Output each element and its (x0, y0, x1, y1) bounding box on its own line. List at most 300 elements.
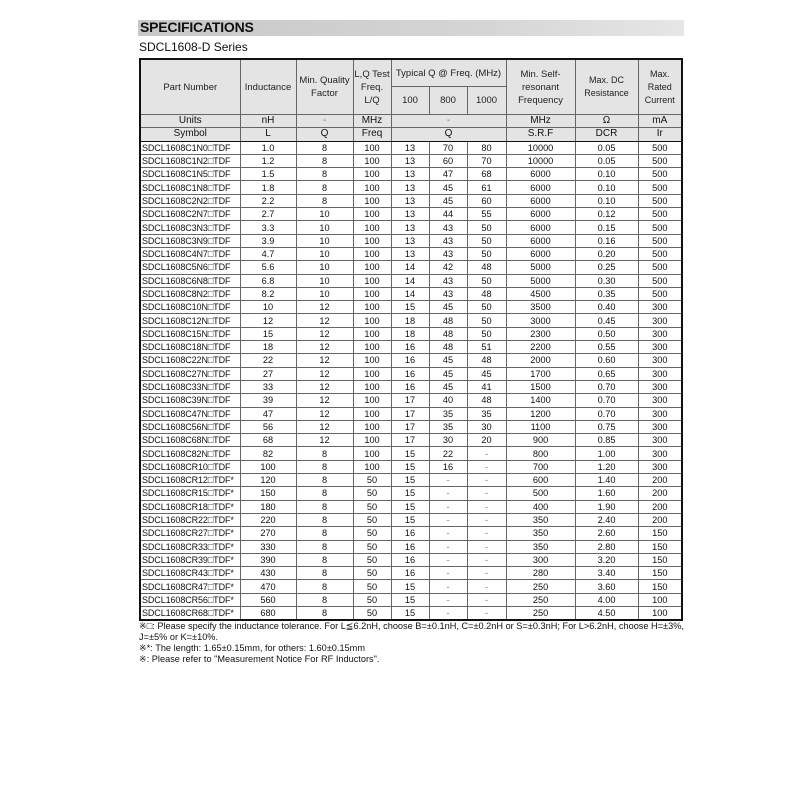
table-row (140, 301, 682, 314)
cell-part-number: SDCL1608C12N□TDF (140, 314, 240, 327)
cell-q-1000: - (467, 527, 506, 540)
cell-dcr: 0.55 (575, 341, 638, 354)
symbol-ir: Ir (638, 128, 682, 141)
cell-srf: 250 (506, 593, 575, 606)
cell-inductance: 56 (240, 420, 296, 433)
cell-rated-current: 300 (638, 380, 682, 393)
cell-q-800: 48 (429, 341, 467, 354)
cell-dcr: 0.10 (575, 168, 638, 181)
cell-inductance: 120 (240, 474, 296, 487)
cell-q-1000: 70 (467, 154, 506, 167)
cell-part-number: SDCL1608C1N0□TDF (140, 141, 240, 154)
cell-test-freq: 100 (353, 234, 391, 247)
cell-min-q: 8 (296, 513, 353, 526)
cell-q-100: 15 (391, 447, 429, 460)
cell-test-freq: 50 (353, 527, 391, 540)
cell-q-1000: 50 (467, 274, 506, 287)
unit-typical-q: - (391, 115, 506, 128)
cell-inductance: 150 (240, 487, 296, 500)
cell-q-1000: - (467, 567, 506, 580)
unit-dcr: Ω (575, 115, 638, 128)
units-label: Units (140, 115, 240, 128)
cell-dcr: 0.60 (575, 354, 638, 367)
symbol-freq: Freq (353, 128, 391, 141)
cell-q-100: 13 (391, 247, 429, 260)
cell-q-100: 18 (391, 314, 429, 327)
cell-srf: 1400 (506, 394, 575, 407)
cell-test-freq: 50 (353, 580, 391, 593)
cell-rated-current: 500 (638, 208, 682, 221)
table-row (140, 314, 682, 327)
cell-q-1000: - (467, 606, 506, 620)
cell-rated-current: 200 (638, 500, 682, 513)
cell-part-number: SDCL1608C56N□TDF (140, 420, 240, 433)
section-title-bar (138, 20, 684, 36)
cell-q-800: 43 (429, 234, 467, 247)
cell-test-freq: 50 (353, 513, 391, 526)
cell-rated-current: 500 (638, 234, 682, 247)
cell-srf: 2300 (506, 327, 575, 340)
section-title: SPECIFICATIONS (140, 19, 254, 35)
cell-q-100: 16 (391, 540, 429, 553)
cell-srf: 3000 (506, 314, 575, 327)
cell-min-q: 8 (296, 593, 353, 606)
cell-min-q: 12 (296, 301, 353, 314)
cell-min-q: 8 (296, 181, 353, 194)
table-row (140, 527, 682, 540)
cell-q-100: 14 (391, 261, 429, 274)
cell-q-1000: 50 (467, 221, 506, 234)
cell-q-100: 16 (391, 354, 429, 367)
cell-q-100: 16 (391, 567, 429, 580)
cell-rated-current: 300 (638, 354, 682, 367)
cell-q-800: 48 (429, 314, 467, 327)
cell-min-q: 12 (296, 380, 353, 393)
header-srf: Min. Self-resonant Frequency (506, 59, 575, 115)
cell-part-number: SDCL1608CR56□TDF* (140, 593, 240, 606)
cell-test-freq: 50 (353, 500, 391, 513)
symbol-label: Symbol (140, 128, 240, 141)
cell-srf: 4500 (506, 287, 575, 300)
cell-q-800: 60 (429, 154, 467, 167)
cell-inductance: 27 (240, 367, 296, 380)
cell-srf: 350 (506, 513, 575, 526)
cell-dcr: 1.20 (575, 460, 638, 473)
cell-srf: 3500 (506, 301, 575, 314)
cell-q-1000: 80 (467, 141, 506, 154)
cell-srf: 6000 (506, 234, 575, 247)
cell-part-number: SDCL1608C3N3□TDF (140, 221, 240, 234)
cell-part-number: SDCL1608CR12□TDF* (140, 474, 240, 487)
cell-part-number: SDCL1608CR33□TDF* (140, 540, 240, 553)
cell-q-1000: 60 (467, 194, 506, 207)
cell-min-q: 10 (296, 287, 353, 300)
cell-min-q: 12 (296, 434, 353, 447)
cell-srf: 6000 (506, 208, 575, 221)
cell-q-1000: 50 (467, 247, 506, 260)
cell-test-freq: 100 (353, 380, 391, 393)
table-row (140, 274, 682, 287)
table-row (140, 367, 682, 380)
cell-part-number: SDCL1608C33N□TDF (140, 380, 240, 393)
cell-q-100: 15 (391, 606, 429, 620)
cell-min-q: 10 (296, 221, 353, 234)
header-dcr: Max. DC Resistance (575, 59, 638, 115)
cell-inductance: 390 (240, 553, 296, 566)
cell-rated-current: 150 (638, 580, 682, 593)
cell-dcr: 0.30 (575, 274, 638, 287)
cell-rated-current: 300 (638, 314, 682, 327)
unit-srf: MHz (506, 115, 575, 128)
cell-inductance: 220 (240, 513, 296, 526)
cell-inductance: 33 (240, 380, 296, 393)
cell-srf: 1200 (506, 407, 575, 420)
cell-srf: 800 (506, 447, 575, 460)
cell-test-freq: 100 (353, 460, 391, 473)
header-inductance: Inductance (240, 59, 296, 115)
cell-inductance: 39 (240, 394, 296, 407)
symbol-row (140, 128, 682, 141)
cell-q-100: 17 (391, 407, 429, 420)
cell-part-number: SDCL1608CR68□TDF* (140, 606, 240, 620)
cell-part-number: SDCL1608C5N6□TDF (140, 261, 240, 274)
cell-q-1000: 50 (467, 234, 506, 247)
cell-dcr: 0.45 (575, 314, 638, 327)
unit-q: - (296, 115, 353, 128)
cell-q-1000: 68 (467, 168, 506, 181)
cell-rated-current: 200 (638, 474, 682, 487)
cell-min-q: 8 (296, 540, 353, 553)
cell-dcr: 3.40 (575, 567, 638, 580)
cell-inductance: 560 (240, 593, 296, 606)
cell-min-q: 8 (296, 567, 353, 580)
cell-q-100: 17 (391, 394, 429, 407)
cell-q-800: 35 (429, 420, 467, 433)
cell-min-q: 8 (296, 460, 353, 473)
cell-min-q: 10 (296, 261, 353, 274)
cell-test-freq: 100 (353, 434, 391, 447)
cell-dcr: 0.70 (575, 394, 638, 407)
cell-min-q: 10 (296, 247, 353, 260)
cell-q-100: 16 (391, 380, 429, 393)
cell-rated-current: 500 (638, 181, 682, 194)
cell-q-1000: 48 (467, 354, 506, 367)
cell-q-100: 15 (391, 301, 429, 314)
cell-part-number: SDCL1608CR27□TDF* (140, 527, 240, 540)
cell-test-freq: 100 (353, 208, 391, 221)
cell-q-100: 13 (391, 154, 429, 167)
cell-q-800: - (429, 553, 467, 566)
cell-test-freq: 100 (353, 327, 391, 340)
table-row (140, 208, 682, 221)
cell-min-q: 8 (296, 168, 353, 181)
table-row (140, 341, 682, 354)
cell-test-freq: 100 (353, 181, 391, 194)
cell-rated-current: 150 (638, 553, 682, 566)
cell-q-100: 18 (391, 327, 429, 340)
cell-dcr: 0.40 (575, 301, 638, 314)
table-row (140, 181, 682, 194)
cell-rated-current: 300 (638, 447, 682, 460)
cell-test-freq: 100 (353, 341, 391, 354)
cell-part-number: SDCL1608C68N□TDF (140, 434, 240, 447)
cell-q-100: 17 (391, 434, 429, 447)
cell-q-800: 45 (429, 194, 467, 207)
cell-q-800: 43 (429, 247, 467, 260)
cell-q-1000: 50 (467, 301, 506, 314)
cell-q-1000: - (467, 460, 506, 473)
cell-min-q: 8 (296, 474, 353, 487)
cell-q-800: 45 (429, 301, 467, 314)
cell-inductance: 1.0 (240, 141, 296, 154)
cell-q-100: 13 (391, 221, 429, 234)
cell-q-100: 16 (391, 341, 429, 354)
cell-q-1000: 41 (467, 380, 506, 393)
cell-q-1000: 51 (467, 341, 506, 354)
table-row (140, 434, 682, 447)
table-row (140, 141, 682, 154)
unit-inductance: nH (240, 115, 296, 128)
table-row (140, 261, 682, 274)
cell-srf: 250 (506, 606, 575, 620)
cell-part-number: SDCL1608C18N□TDF (140, 341, 240, 354)
header-q-freq-1000: 1000 (467, 87, 506, 115)
cell-rated-current: 500 (638, 194, 682, 207)
cell-q-1000: 61 (467, 181, 506, 194)
cell-q-1000: 48 (467, 287, 506, 300)
cell-q-100: 16 (391, 367, 429, 380)
cell-min-q: 12 (296, 341, 353, 354)
cell-q-800: 35 (429, 407, 467, 420)
table-row (140, 474, 682, 487)
cell-part-number: SDCL1608C10N□TDF (140, 301, 240, 314)
cell-srf: 6000 (506, 194, 575, 207)
cell-test-freq: 100 (353, 274, 391, 287)
cell-rated-current: 500 (638, 154, 682, 167)
cell-rated-current: 100 (638, 606, 682, 620)
cell-q-1000: - (467, 500, 506, 513)
cell-inductance: 100 (240, 460, 296, 473)
cell-min-q: 8 (296, 527, 353, 540)
cell-q-800: 16 (429, 460, 467, 473)
cell-inductance: 3.9 (240, 234, 296, 247)
cell-q-100: 15 (391, 487, 429, 500)
cell-rated-current: 500 (638, 287, 682, 300)
cell-q-800: - (429, 580, 467, 593)
symbol-srf: S.R.F (506, 128, 575, 141)
cell-rated-current: 150 (638, 540, 682, 553)
cell-part-number: SDCL1608C2N7□TDF (140, 208, 240, 221)
cell-part-number: SDCL1608C15N□TDF (140, 327, 240, 340)
cell-dcr: 2.80 (575, 540, 638, 553)
cell-dcr: 1.60 (575, 487, 638, 500)
cell-inductance: 10 (240, 301, 296, 314)
cell-dcr: 0.85 (575, 434, 638, 447)
cell-q-800: 45 (429, 380, 467, 393)
cell-srf: 350 (506, 527, 575, 540)
cell-dcr: 1.40 (575, 474, 638, 487)
cell-q-1000: 48 (467, 261, 506, 274)
cell-q-1000: - (467, 474, 506, 487)
header-test-freq: L,Q Test Freq. L/Q (353, 59, 391, 115)
cell-inductance: 8.2 (240, 287, 296, 300)
table-row (140, 593, 682, 606)
cell-min-q: 12 (296, 367, 353, 380)
header-min-q: Min. Quality Factor (296, 59, 353, 115)
cell-rated-current: 500 (638, 168, 682, 181)
cell-test-freq: 100 (353, 287, 391, 300)
cell-q-800: 45 (429, 181, 467, 194)
cell-inductance: 6.8 (240, 274, 296, 287)
unit-freq: MHz (353, 115, 391, 128)
table-row (140, 407, 682, 420)
cell-q-100: 13 (391, 141, 429, 154)
cell-dcr: 2.60 (575, 527, 638, 540)
cell-part-number: SDCL1608C2N2□TDF (140, 194, 240, 207)
cell-srf: 2200 (506, 341, 575, 354)
cell-test-freq: 100 (353, 407, 391, 420)
cell-dcr: 0.75 (575, 420, 638, 433)
symbol-dcr: DCR (575, 128, 638, 141)
cell-q-1000: - (467, 593, 506, 606)
cell-q-100: 15 (391, 593, 429, 606)
cell-test-freq: 100 (353, 168, 391, 181)
cell-min-q: 12 (296, 354, 353, 367)
cell-test-freq: 100 (353, 141, 391, 154)
footnotes (139, 621, 699, 665)
cell-part-number: SDCL1608CR22□TDF* (140, 513, 240, 526)
cell-test-freq: 100 (353, 420, 391, 433)
cell-q-800: - (429, 567, 467, 580)
cell-part-number: SDCL1608CR18□TDF* (140, 500, 240, 513)
cell-dcr: 0.10 (575, 194, 638, 207)
cell-srf: 6000 (506, 247, 575, 260)
cell-test-freq: 100 (353, 261, 391, 274)
cell-min-q: 10 (296, 208, 353, 221)
cell-dcr: 3.60 (575, 580, 638, 593)
cell-q-100: 15 (391, 580, 429, 593)
cell-dcr: 0.10 (575, 181, 638, 194)
cell-q-1000: 55 (467, 208, 506, 221)
cell-test-freq: 100 (353, 301, 391, 314)
cell-rated-current: 300 (638, 341, 682, 354)
table-row (140, 154, 682, 167)
table-row (140, 553, 682, 566)
cell-inductance: 270 (240, 527, 296, 540)
cell-rated-current: 150 (638, 567, 682, 580)
cell-q-1000: 50 (467, 314, 506, 327)
cell-part-number: SDCL1608CR43□TDF* (140, 567, 240, 580)
cell-dcr: 0.20 (575, 247, 638, 260)
cell-min-q: 8 (296, 154, 353, 167)
cell-dcr: 0.16 (575, 234, 638, 247)
cell-srf: 10000 (506, 141, 575, 154)
cell-min-q: 8 (296, 487, 353, 500)
table-row (140, 327, 682, 340)
cell-q-800: 47 (429, 168, 467, 181)
cell-rated-current: 100 (638, 593, 682, 606)
cell-q-800: 22 (429, 447, 467, 460)
cell-rated-current: 300 (638, 460, 682, 473)
cell-q-100: 15 (391, 460, 429, 473)
cell-dcr: 1.90 (575, 500, 638, 513)
table-row (140, 606, 682, 620)
cell-q-100: 16 (391, 527, 429, 540)
specifications-table (139, 58, 683, 621)
cell-q-800: 48 (429, 327, 467, 340)
cell-srf: 6000 (506, 221, 575, 234)
cell-srf: 1500 (506, 380, 575, 393)
cell-test-freq: 50 (353, 474, 391, 487)
series-subtitle: SDCL1608-D Series (139, 40, 248, 54)
cell-part-number: SDCL1608C47N□TDF (140, 407, 240, 420)
cell-test-freq: 100 (353, 367, 391, 380)
header-part-number: Part Number (140, 59, 240, 115)
cell-rated-current: 150 (638, 527, 682, 540)
table-row (140, 513, 682, 526)
cell-dcr: 0.25 (575, 261, 638, 274)
cell-dcr: 2.40 (575, 513, 638, 526)
cell-part-number: SDCL1608C82N□TDF (140, 447, 240, 460)
cell-rated-current: 300 (638, 394, 682, 407)
cell-srf: 5000 (506, 274, 575, 287)
cell-q-100: 17 (391, 420, 429, 433)
cell-q-800: - (429, 474, 467, 487)
cell-srf: 1100 (506, 420, 575, 433)
cell-srf: 5000 (506, 261, 575, 274)
cell-dcr: 0.50 (575, 327, 638, 340)
cell-test-freq: 50 (353, 593, 391, 606)
cell-srf: 500 (506, 487, 575, 500)
cell-dcr: 0.05 (575, 154, 638, 167)
cell-srf: 700 (506, 460, 575, 473)
cell-inductance: 68 (240, 434, 296, 447)
cell-inductance: 22 (240, 354, 296, 367)
cell-q-100: 16 (391, 553, 429, 566)
cell-test-freq: 50 (353, 487, 391, 500)
cell-q-800: 30 (429, 434, 467, 447)
cell-rated-current: 500 (638, 221, 682, 234)
cell-test-freq: 100 (353, 314, 391, 327)
cell-q-800: - (429, 487, 467, 500)
cell-rated-current: 300 (638, 301, 682, 314)
cell-inductance: 15 (240, 327, 296, 340)
cell-srf: 400 (506, 500, 575, 513)
table-row (140, 540, 682, 553)
cell-rated-current: 300 (638, 434, 682, 447)
cell-inductance: 1.8 (240, 181, 296, 194)
cell-inductance: 5.6 (240, 261, 296, 274)
cell-q-100: 13 (391, 168, 429, 181)
cell-dcr: 4.50 (575, 606, 638, 620)
cell-rated-current: 300 (638, 420, 682, 433)
cell-test-freq: 100 (353, 247, 391, 260)
cell-inductance: 4.7 (240, 247, 296, 260)
cell-q-1000: 50 (467, 327, 506, 340)
cell-q-800: - (429, 606, 467, 620)
cell-part-number: SDCL1608C8N2□TDF (140, 287, 240, 300)
cell-test-freq: 100 (353, 194, 391, 207)
table-row (140, 580, 682, 593)
footnote-length: ※*: The length: 1.65±0.15mm, for others: 1.60±0.15mm (139, 643, 365, 653)
table-row (140, 380, 682, 393)
cell-inductance: 2.7 (240, 208, 296, 221)
units-row (140, 115, 682, 128)
cell-part-number: SDCL1608CR47□TDF* (140, 580, 240, 593)
cell-q-800: - (429, 513, 467, 526)
cell-q-100: 15 (391, 474, 429, 487)
cell-dcr: 0.05 (575, 141, 638, 154)
